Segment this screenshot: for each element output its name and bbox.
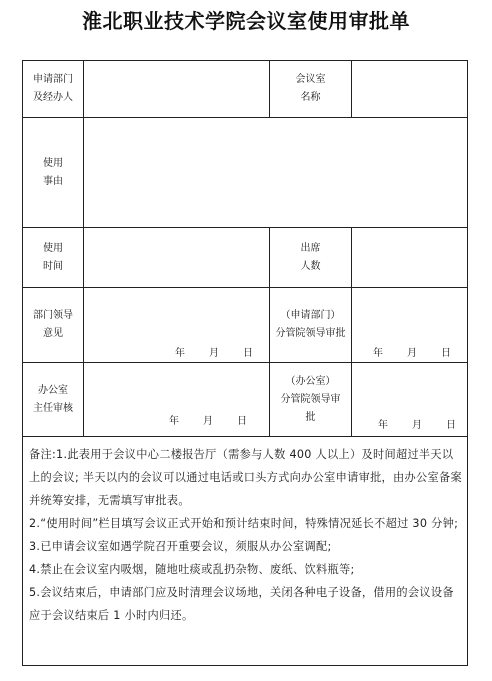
applicant-vp-approval-label-line1: （申请部门） (280, 310, 341, 321)
attendee-count-label-line1: 出席 (300, 242, 321, 254)
dept-leader-opinion-label (23, 288, 83, 362)
remark-item-1: 备注:1.此表用于会议中心二楼报告厅（需参与人数 400 人以上）及时间超过半天以上的会议; 半天以内的会议可以通过电话或口头方式向办公室申请审批，由办公室备案并统筹安排，无需填写审批表。 (29, 448, 462, 507)
dept-leader-opinion-label-line1: 部门领导 (33, 310, 73, 321)
applicant-dept-label-line2: 及经办人 (33, 92, 73, 103)
date-day: 日 (441, 348, 451, 359)
date-month: 月 (412, 420, 422, 431)
date-month: 月 (203, 416, 213, 427)
applicant-dept-label-line1: 申请部门 (33, 74, 73, 85)
office-vp-approval-label-line1: （办公室） (285, 375, 336, 387)
office-director-date (169, 412, 247, 427)
dept-leader-opinion-label-line2: 意见 (43, 328, 63, 339)
office-vp-approval-label-line3: 批 (305, 411, 316, 423)
room-name-field[interactable] (352, 61, 467, 117)
date-year: 年 (373, 348, 383, 359)
usage-time-field[interactable] (84, 228, 269, 287)
usage-time-label (23, 228, 83, 287)
remarks-section (29, 443, 463, 627)
approval-form-table (22, 60, 468, 666)
remark-item-4: 4.禁止在会议室内吸烟，随地吐痰或乱扔杂物、废纸、饮料瓶等; (29, 563, 355, 576)
room-name-label-line2: 名称 (300, 92, 321, 103)
purpose-field[interactable] (84, 118, 467, 227)
remark-item-5: 5.会议结束后，申请部门应及时清理会议场地，关闭各种电子设备，借用的会议设备应于会议结束后 1 小时内归还。 (29, 586, 454, 622)
row-divider (23, 436, 467, 437)
date-day: 日 (243, 348, 253, 359)
attendee-count-label-line2: 人数 (300, 260, 321, 272)
date-day: 日 (237, 416, 247, 427)
date-month: 月 (209, 348, 219, 359)
date-month: 月 (407, 348, 417, 359)
office-director-review-label-line2: 主任审核 (33, 402, 73, 414)
attendee-count-field[interactable] (352, 228, 467, 287)
date-year: 年 (169, 416, 179, 427)
purpose-label (23, 118, 83, 227)
purpose-label-line2: 事由 (43, 175, 63, 187)
remark-item-2: 2.“使用时间”栏目填写会议正式开始和预计结束时间，特殊情况延长不超过 30 分钟; (29, 517, 459, 530)
office-vp-approval-label-line2: 分管院领导审 (280, 393, 341, 405)
attendee-count-label (270, 228, 351, 287)
applicant-vp-approval-label (270, 288, 351, 362)
office-vp-date (378, 416, 456, 431)
room-name-label (270, 61, 351, 117)
form-title: 淮北职业技术学院会议室使用审批单 (82, 9, 410, 33)
applicant-vp-date (373, 344, 451, 359)
usage-time-label-line1: 使用 (43, 242, 63, 254)
room-name-label-line1: 会议室 (295, 74, 326, 85)
office-director-review-label (23, 363, 83, 436)
usage-time-label-line2: 时间 (43, 260, 63, 272)
dept-leader-date (175, 344, 253, 359)
date-year: 年 (175, 348, 185, 359)
remark-item-3: 3.已申请会议室如遇学院召开重要会议，须服从办公室调配; (29, 540, 332, 553)
date-day: 日 (446, 420, 456, 431)
applicant-vp-approval-label-line2: 分管院领导审批 (275, 328, 346, 339)
applicant-dept-label (23, 61, 83, 117)
applicant-dept-field[interactable] (84, 61, 269, 117)
office-director-review-label-line1: 办公室 (38, 384, 68, 396)
office-vp-approval-label (270, 363, 351, 436)
date-year: 年 (378, 420, 388, 431)
purpose-label-line1: 使用 (43, 157, 63, 169)
